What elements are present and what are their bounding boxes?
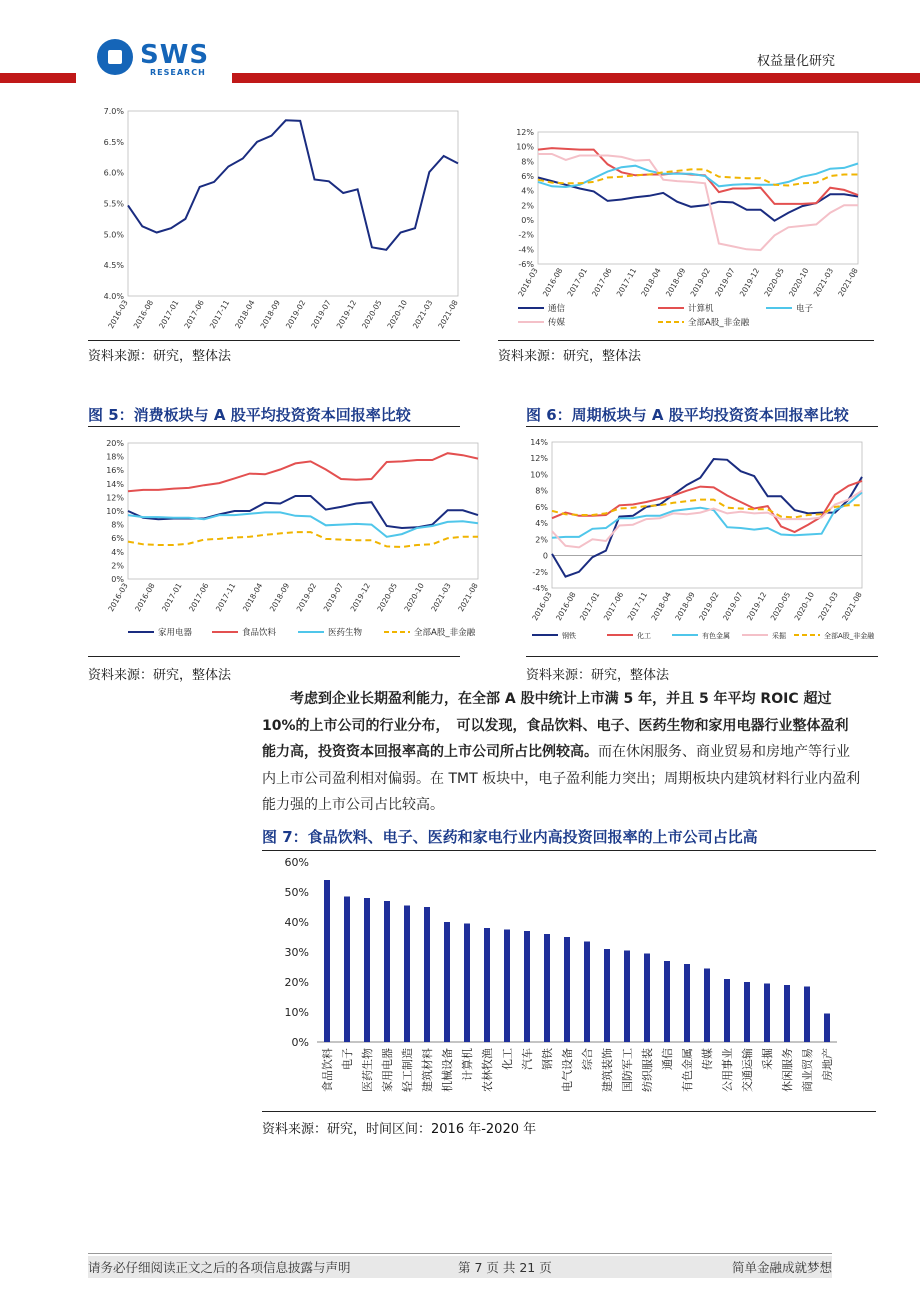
y-tick-label: 6.5% bbox=[103, 137, 124, 147]
series-line bbox=[552, 481, 862, 532]
x-tick-label: 2016-03 bbox=[106, 298, 130, 331]
bar bbox=[624, 951, 630, 1043]
y-tick-label: 6.0% bbox=[103, 168, 124, 178]
bar bbox=[484, 928, 490, 1042]
x-tick-label: 2018-04 bbox=[639, 266, 663, 299]
sws-logo-inner bbox=[108, 50, 122, 64]
x-tick-label: 2018-04 bbox=[240, 581, 265, 614]
divider bbox=[88, 340, 460, 341]
paragraph-bold: 考虑到企业长期盈利能力，在全部 A 股中统计上市满 5 年，并且 5 年平均 ROIC 超过 10%的上市公司的行业分布， 可以发现，食品饮料、电子、医药生物和家用电器行业整体盈利能力高，投资资本回报率高的上市公司所占比例较高。 bbox=[262, 691, 849, 760]
footer bbox=[88, 1256, 832, 1278]
bar bbox=[784, 985, 790, 1042]
y-tick-label: 0% bbox=[291, 1036, 309, 1049]
figure-title: 图 6：周期板块与 A 股平均投资资本回报率比较 bbox=[526, 406, 849, 424]
x-tick-label: 2017-06 bbox=[601, 590, 626, 623]
header-bar-right bbox=[232, 73, 920, 83]
x-tick-label: 2019-12 bbox=[334, 298, 359, 331]
y-tick-label: 16% bbox=[106, 466, 124, 476]
x-tick-label: 2018-09 bbox=[673, 590, 697, 623]
bar bbox=[444, 922, 450, 1042]
x-tick-label: 2019-02 bbox=[697, 590, 721, 623]
y-tick-label: -2% bbox=[532, 567, 548, 577]
x-tick-label: 2021-03 bbox=[811, 266, 836, 299]
legend-label: 计算机 bbox=[688, 304, 714, 314]
y-tick-label: 50% bbox=[284, 886, 309, 899]
category-label: 公用事业 bbox=[721, 1048, 734, 1092]
divider bbox=[526, 656, 878, 657]
category-label: 商业贸易 bbox=[801, 1048, 814, 1092]
y-tick-label: 60% bbox=[284, 856, 309, 869]
chart-industry-share bbox=[262, 852, 876, 1110]
category-label: 计算机 bbox=[461, 1048, 474, 1081]
legend-label: 钢铁 bbox=[562, 632, 576, 640]
x-tick-label: 2021-03 bbox=[816, 590, 840, 623]
y-tick-label: 8% bbox=[521, 157, 534, 167]
y-tick-label: 40% bbox=[284, 916, 309, 929]
x-tick-label: 2016-03 bbox=[106, 581, 130, 614]
x-tick-label: 2020-10 bbox=[402, 581, 426, 614]
bar bbox=[364, 898, 370, 1042]
y-tick-label: 20% bbox=[106, 439, 124, 448]
chart-consumer-roic bbox=[88, 432, 508, 654]
bar bbox=[564, 937, 570, 1042]
category-label: 机械设备 bbox=[441, 1048, 454, 1092]
category-label: 有色金属 bbox=[681, 1048, 694, 1092]
y-tick-label: 0% bbox=[521, 216, 534, 225]
x-tick-label: 2018-04 bbox=[649, 590, 673, 623]
x-tick-label: 2018-09 bbox=[663, 266, 688, 299]
category-label: 建筑材料 bbox=[421, 1048, 434, 1092]
source-note: 资料来源：研究，时间区间：2016 年-2020 年 bbox=[262, 1122, 537, 1137]
category-label: 家用电器 bbox=[381, 1048, 394, 1092]
legend-label: 家用电器 bbox=[158, 628, 193, 638]
legend-label: 电子 bbox=[796, 304, 814, 314]
bar bbox=[804, 987, 810, 1043]
category-label: 电子 bbox=[341, 1048, 354, 1070]
x-tick-label: 2017-01 bbox=[577, 590, 602, 623]
x-tick-label: 2016-03 bbox=[530, 590, 554, 623]
category-label: 农林牧渔 bbox=[481, 1048, 494, 1092]
x-tick-label: 2019-07 bbox=[713, 266, 737, 299]
y-tick-label: 7.0% bbox=[103, 107, 124, 116]
source-note: 资料来源：研究，整体法 bbox=[88, 668, 232, 683]
bar bbox=[464, 924, 470, 1043]
x-tick-label: 2019-12 bbox=[744, 590, 769, 623]
y-tick-label: 12% bbox=[106, 493, 124, 503]
legend-label: 医药生物 bbox=[328, 628, 363, 638]
y-tick-label: 2% bbox=[111, 561, 124, 571]
x-tick-label: 2019-12 bbox=[348, 581, 373, 614]
bar bbox=[324, 880, 330, 1042]
x-tick-label: 2020-05 bbox=[768, 590, 793, 623]
x-tick-label: 2019-02 bbox=[688, 266, 713, 299]
category-label: 汽车 bbox=[521, 1048, 534, 1070]
x-tick-label: 2017-06 bbox=[182, 298, 206, 331]
category-label: 食品饮料 bbox=[321, 1048, 334, 1092]
category-label: 综合 bbox=[581, 1048, 594, 1070]
y-tick-label: 4.5% bbox=[103, 261, 124, 271]
y-tick-label: 4% bbox=[535, 519, 548, 529]
y-tick-label: 18% bbox=[106, 452, 124, 462]
x-tick-label: 2017-06 bbox=[187, 581, 211, 614]
footer-line bbox=[88, 1253, 832, 1254]
legend-label: 化工 bbox=[637, 632, 651, 640]
x-tick-label: 2018-09 bbox=[267, 581, 292, 614]
bar bbox=[684, 964, 690, 1042]
x-tick-label: 2020-05 bbox=[762, 266, 786, 299]
x-tick-label: 2016-08 bbox=[554, 590, 578, 623]
x-tick-label: 2020-05 bbox=[375, 581, 399, 614]
figure-title: 图 5：消费板块与 A 股平均投资资本回报率比较 bbox=[88, 406, 411, 424]
x-tick-label: 2019-07 bbox=[309, 298, 333, 331]
bar bbox=[384, 901, 390, 1042]
x-tick-label: 2016-08 bbox=[131, 298, 156, 331]
divider bbox=[262, 1111, 876, 1112]
x-tick-label: 2021-08 bbox=[836, 266, 860, 299]
x-tick-label: 2017-01 bbox=[565, 266, 589, 299]
bar bbox=[764, 984, 770, 1043]
y-tick-label: 12% bbox=[530, 454, 548, 464]
x-tick-label: 2017-11 bbox=[207, 298, 232, 331]
category-label: 交通运输 bbox=[741, 1048, 754, 1092]
category-label: 电气设备 bbox=[561, 1048, 574, 1092]
y-tick-label: 8% bbox=[535, 486, 548, 496]
legend-label: 全部A股_非金融 bbox=[688, 318, 750, 328]
y-tick-label: -2% bbox=[518, 230, 534, 240]
bar bbox=[664, 961, 670, 1042]
x-tick-label: 2017-06 bbox=[590, 266, 614, 299]
x-tick-label: 2020-05 bbox=[360, 298, 384, 331]
y-tick-label: 6% bbox=[535, 502, 548, 512]
legend-label: 通信 bbox=[548, 304, 566, 314]
y-tick-label: 14% bbox=[530, 438, 548, 447]
category-label: 医药生物 bbox=[361, 1048, 374, 1092]
x-tick-label: 2021-03 bbox=[429, 581, 453, 614]
x-tick-label: 2018-04 bbox=[233, 298, 257, 331]
x-tick-label: 2019-12 bbox=[737, 266, 762, 299]
brand-logo-text: SWS bbox=[140, 40, 210, 70]
legend-label: 有色金属 bbox=[702, 632, 730, 640]
divider bbox=[498, 340, 874, 341]
legend-label: 全部A股_非金融 bbox=[824, 632, 875, 640]
bar bbox=[504, 930, 510, 1043]
y-tick-label: 20% bbox=[284, 976, 309, 989]
y-tick-label: 0% bbox=[111, 575, 124, 584]
bar bbox=[824, 1014, 830, 1043]
x-tick-label: 2016-08 bbox=[540, 266, 565, 299]
figure-title: 图 7：食品饮料、电子、医药和家电行业内高投资回报率的上市公司占比高 bbox=[262, 828, 758, 846]
legend-label: 传媒 bbox=[548, 318, 566, 328]
x-tick-label: 2021-03 bbox=[410, 298, 435, 331]
x-tick-label: 2021-08 bbox=[436, 298, 460, 331]
bar bbox=[544, 934, 550, 1042]
footer-disclaimer: 请务必仔细阅读正文之后的各项信息披露与声明 bbox=[88, 1260, 351, 1275]
y-tick-label: 14% bbox=[106, 479, 124, 489]
footer-page: 第 7 页 共 21 页 bbox=[458, 1260, 552, 1275]
y-tick-label: -6% bbox=[518, 260, 534, 269]
y-tick-label: 6% bbox=[111, 534, 124, 544]
series-line bbox=[128, 512, 478, 536]
legend-label: 食品饮料 bbox=[242, 628, 277, 638]
x-tick-label: 2017-01 bbox=[157, 298, 181, 331]
body-paragraph bbox=[262, 686, 862, 819]
x-tick-label: 2016-08 bbox=[133, 581, 157, 614]
x-tick-label: 2019-02 bbox=[283, 298, 308, 331]
series-line bbox=[128, 453, 478, 491]
category-label: 房地产 bbox=[821, 1048, 834, 1081]
brand-logo-subtext: RESEARCH bbox=[150, 68, 206, 77]
x-tick-label: 2020-10 bbox=[385, 298, 409, 331]
y-tick-label: -4% bbox=[532, 584, 548, 593]
category-label: 通信 bbox=[661, 1048, 674, 1070]
legend-label: 全部A股_非金融 bbox=[414, 628, 476, 638]
y-tick-label: -4% bbox=[518, 245, 534, 255]
chart-cyclical-roic bbox=[522, 432, 882, 654]
x-tick-label: 2017-11 bbox=[625, 590, 650, 623]
bar bbox=[604, 949, 610, 1042]
y-tick-label: 2% bbox=[535, 535, 548, 545]
category-label: 休闲服务 bbox=[781, 1048, 794, 1092]
y-tick-label: 4% bbox=[521, 186, 534, 196]
x-tick-label: 2019-07 bbox=[321, 581, 346, 614]
y-tick-label: 4% bbox=[111, 547, 124, 557]
y-tick-label: 10% bbox=[516, 142, 534, 152]
x-tick-label: 2017-01 bbox=[160, 581, 184, 614]
bar bbox=[524, 931, 530, 1042]
category-label: 钢铁 bbox=[541, 1048, 554, 1070]
x-tick-label: 2019-07 bbox=[721, 590, 745, 623]
series-line bbox=[552, 491, 862, 548]
category-label: 传媒 bbox=[701, 1048, 714, 1070]
chart-tmt-roic bbox=[498, 100, 878, 340]
y-tick-label: 4.0% bbox=[103, 292, 124, 301]
y-tick-label: 10% bbox=[530, 470, 548, 480]
header-bar-left bbox=[0, 73, 76, 83]
series-line bbox=[538, 178, 858, 221]
y-tick-label: 5.5% bbox=[103, 199, 124, 209]
source-note: 资料来源：研究，整体法 bbox=[88, 349, 232, 364]
x-tick-label: 2021-08 bbox=[456, 581, 480, 614]
x-tick-label: 2017-11 bbox=[213, 581, 238, 614]
bar bbox=[404, 906, 410, 1043]
plot-frame bbox=[128, 111, 458, 296]
divider bbox=[262, 850, 876, 851]
bar bbox=[344, 897, 350, 1043]
series-line bbox=[128, 532, 478, 547]
y-tick-label: 30% bbox=[284, 946, 309, 959]
category-label: 化工 bbox=[501, 1048, 514, 1070]
bar bbox=[584, 942, 590, 1043]
category-label: 建筑装饰 bbox=[601, 1048, 614, 1092]
series-line bbox=[128, 496, 478, 528]
x-tick-label: 2021-08 bbox=[840, 590, 864, 623]
y-tick-label: 6% bbox=[521, 172, 534, 181]
divider bbox=[88, 426, 460, 427]
x-tick-label: 2016-03 bbox=[516, 266, 540, 299]
y-tick-label: 8% bbox=[111, 520, 124, 530]
plot-frame bbox=[538, 132, 858, 264]
report-type: 权益量化研究 bbox=[757, 54, 836, 69]
category-label: 轻工制造 bbox=[401, 1048, 414, 1092]
bar bbox=[724, 979, 730, 1042]
x-tick-label: 2019-02 bbox=[294, 581, 319, 614]
source-note: 资料来源：研究，整体法 bbox=[498, 349, 642, 364]
x-tick-label: 2020-10 bbox=[787, 266, 811, 299]
paragraph-normal: 而在休闲服务、商业贸易和房地产等行业内上市公司盈利相对偏弱。在 TMT 板块中，电子盈利能力突出；周期板块内建筑材料行业内盈利能力强的上市公司占比较高。 bbox=[262, 744, 861, 813]
footer-slogan: 简单金融成就梦想 bbox=[731, 1260, 832, 1275]
bar bbox=[424, 907, 430, 1042]
bar bbox=[704, 969, 710, 1043]
y-tick-label: 2% bbox=[521, 201, 534, 211]
divider bbox=[526, 426, 878, 427]
y-tick-label: 10% bbox=[106, 507, 124, 516]
divider bbox=[88, 656, 460, 657]
bar bbox=[644, 954, 650, 1043]
x-tick-label: 2018-09 bbox=[258, 298, 283, 331]
category-label: 采掘 bbox=[761, 1048, 774, 1070]
x-tick-label: 2017-11 bbox=[614, 266, 639, 299]
y-tick-label: 12% bbox=[516, 128, 534, 137]
chart-a-share-roic bbox=[88, 100, 468, 340]
legend-label: 采掘 bbox=[772, 632, 786, 640]
x-tick-label: 2020-10 bbox=[792, 590, 817, 623]
y-tick-label: 10% bbox=[284, 1006, 309, 1019]
category-label: 国防军工 bbox=[621, 1048, 634, 1092]
y-tick-label: 5.0% bbox=[103, 230, 124, 240]
series-line bbox=[128, 120, 458, 250]
source-note: 资料来源：研究，整体法 bbox=[526, 668, 670, 683]
y-tick-label: 0 bbox=[542, 551, 548, 561]
bar bbox=[744, 982, 750, 1042]
category-label: 纺织服装 bbox=[641, 1048, 654, 1092]
